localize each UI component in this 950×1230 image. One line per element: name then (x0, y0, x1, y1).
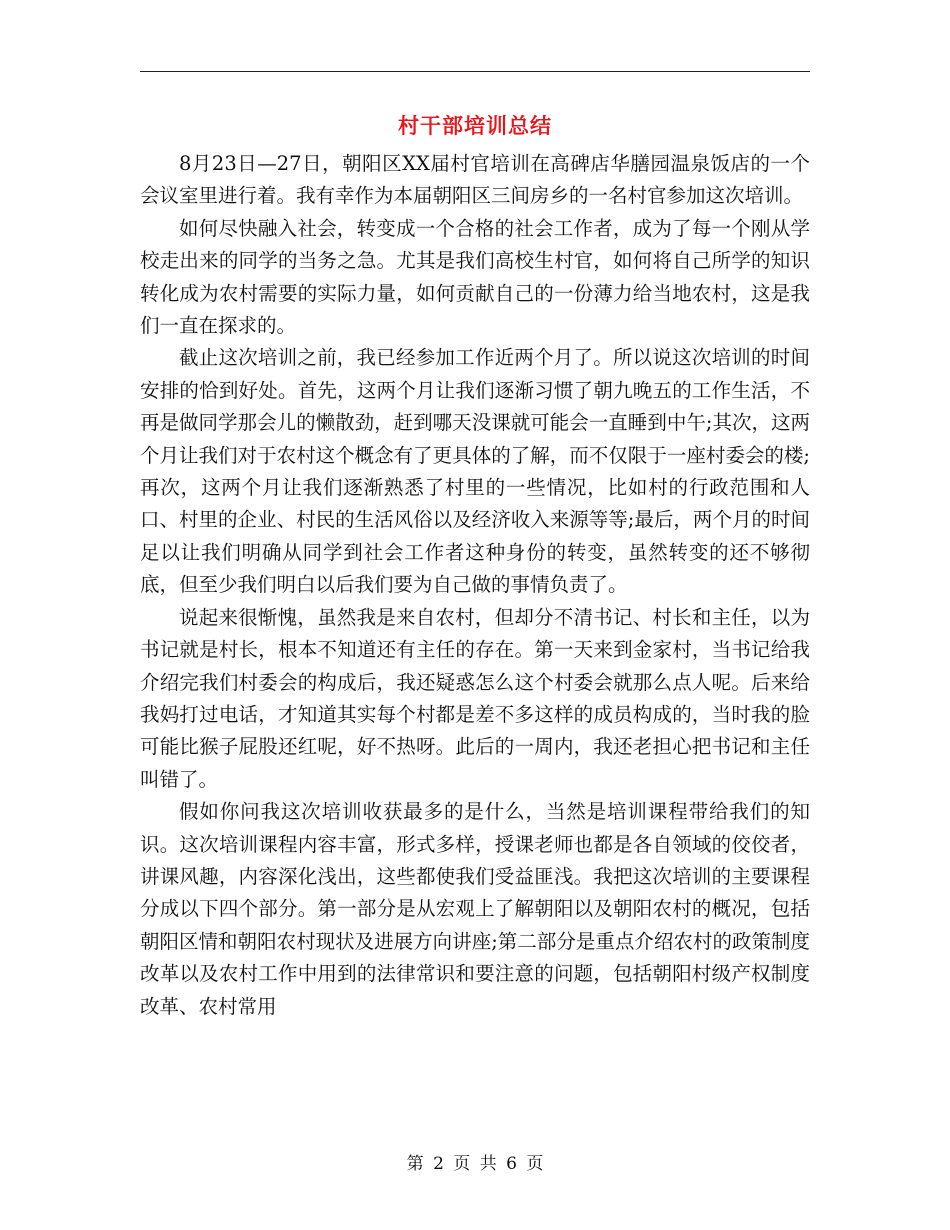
paragraph-3: 截止这次培训之前，我已经参加工作近两个月了。所以说这次培训的时间安排的恰到好处。首先，这两个月让我们逐渐习惯了朝九晚五的工作生活，不再是做同学那会儿的懒散劲，赶到哪天没课就可能会一直睡到中午;其次，这两个月让我们对于农村这个概念有了更具体的了解，而不仅限于一座村委会的楼;再次，这两个月让我们逐渐熟悉了村里的一些情况，比如村的行政范围和人口、村里的企业、村民的生活风俗以及经济收入来源等等;最后，两个月的时间足以让我们明确从同学到社会工作者这种身份的转变，虽然转变的还不够彻底，但至少我们明白以后我们要为自己做的事情负责了。 (140, 346, 810, 597)
paragraph-4: 说起来很惭愧，虽然我是来自农村，但却分不清书记、村长和主任，以为书记就是村长，根本不知道还有主任的存在。第一天来到金家村，当书记给我介绍完我们村委会的构成后，我还疑惑怎么这个村委会就那么点人呢。后来给我妈打过电话，才知道其实每个村都是差不多这样的成员构成的，当时我的脸可能比猴子屁股还红呢，好不热呀。此后的一周内，我还老担心把书记和主任叫错了。 (140, 605, 810, 791)
paragraph-2: 如何尽快融入社会，转变成一个合格的社会工作者，成为了每一个刚从学校走出来的同学的当务之急。尤其是我们高校生村官，如何将自己所学的知识转化成为农村需要的实际力量，如何贡献自己的一份薄力给当地农村，这是我们一直在探求的。 (140, 216, 810, 338)
document-title: 村干部培训总结 (398, 113, 552, 138)
paragraph-1: 8月23日—27日，朝阳区XX届村官培训在高碑店华膳园温泉饭店的一个会议室里进行着。我有幸作为本届朝阳区三间房乡的一名村官参加这次培训。 (140, 152, 810, 208)
page-number-footer: 第 2 页 共 6 页 (406, 1154, 544, 1174)
paragraph-5: 假如你问我这次培训收获最多的是什么，当然是培训课程带给我们的知识。这次培训课程内容丰富，形式多样，授课老师也都是各自领域的佼佼者，讲课风趣，内容深化浅出，这些都使我们受益匪浅。我把这次培训的主要课程分成以下四个部分。第一部分是从宏观上了解朝阳以及朝阳农村的概况，包括朝阳区情和朝阳农村现状及进展方向讲座;第二部分是重点介绍农村的政策制度改革以及农村工作中用到的法律常识和要注意的问题，包括朝阳村级产权制度改革、农村常用 (140, 800, 810, 1018)
document-body (140, 148, 810, 1023)
header-rule (140, 71, 810, 72)
